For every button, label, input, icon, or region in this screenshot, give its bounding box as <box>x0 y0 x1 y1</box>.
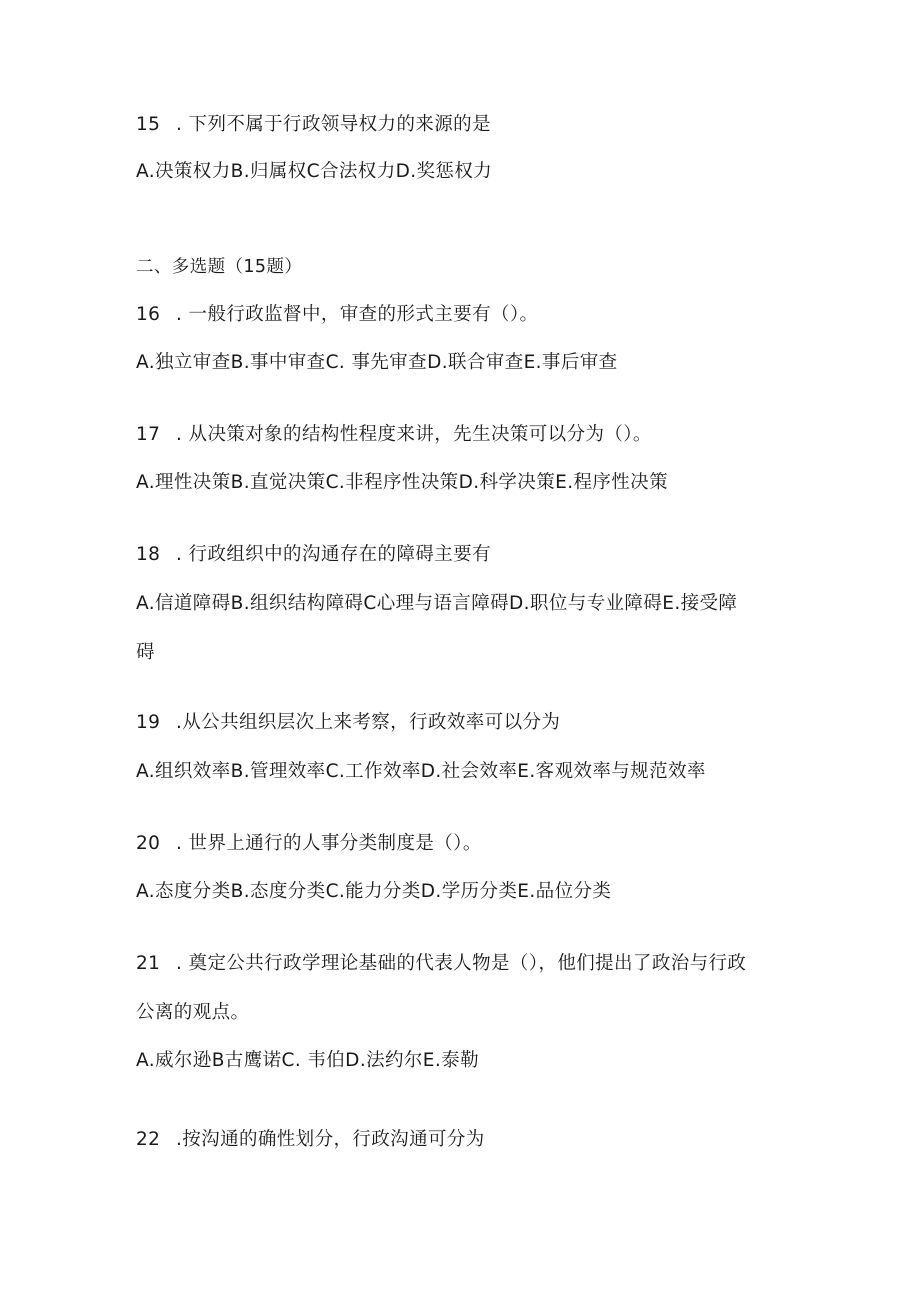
question-text: . 世界上通行的人事分类制度是（）。 <box>176 833 482 854</box>
question-text: .从公共组织层次上来考察，行政效率可以分为 <box>176 712 561 733</box>
question-17-options: A.理性决策B.直觉决策C.非程序性决策D.科学决策E.程序性决策 <box>136 472 668 493</box>
question-18-options: A.信道障碍B.组织结构障碍C心理与语言障碍D.职位与专业障碍E.接受障 <box>136 593 738 614</box>
question-16 <box>136 303 538 327</box>
question-19-options: A.组织效率B.管理效率C.工作效率D.社会效率E.客观效率与规范效率 <box>136 761 706 782</box>
question-number: 21 <box>136 953 161 974</box>
question-number: 19 <box>136 712 161 733</box>
question-text: . 下列不属于行政领导权力的来源的是 <box>176 114 491 135</box>
question-number: 18 <box>136 544 161 565</box>
question-number: 17 <box>136 424 161 445</box>
question-number: 20 <box>136 833 161 854</box>
question-text: . 从决策对象的结构性程度来讲，先生决策可以分为（）。 <box>176 424 652 445</box>
question-text: . 行政组织中的沟通存在的障碍主要有 <box>176 544 491 565</box>
question-text: .按沟通的确性划分，行政沟通可分为 <box>176 1129 485 1150</box>
question-text: . 一般行政监督中，审查的形式主要有（）。 <box>176 304 539 325</box>
question-number: 15 <box>136 114 161 135</box>
question-20 <box>136 832 482 856</box>
question-18 <box>136 543 491 567</box>
question-17 <box>136 423 652 447</box>
question-15-options: A.决策权力B.归属权C合法权力D.奖惩权力 <box>136 161 493 182</box>
question-text: . 奠定公共行政学理论基础的代表人物是（），他们提出了政治与行政 <box>176 953 747 974</box>
question-number: 16 <box>136 304 161 325</box>
question-16-options: A.独立审查B.事中审查C. 事先审查D.联合审查E.事后审查 <box>136 352 618 373</box>
question-18-options-continued: 碍 <box>136 642 155 663</box>
question-21-options: A.威尔逊B古鹰诺C. 韦伯D.法约尔E.泰勒 <box>136 1050 479 1071</box>
question-19 <box>136 711 560 735</box>
section-heading: 二、多选题（15题） <box>136 257 303 277</box>
question-22 <box>136 1128 485 1152</box>
question-number: 22 <box>136 1129 161 1150</box>
question-21-text-continued: 公离的观点。 <box>136 1002 250 1023</box>
question-21 <box>136 952 746 976</box>
question-20-options: A.态度分类B.态度分类C.能力分类D.学历分类E.品位分类 <box>136 881 612 902</box>
question-15 <box>136 113 491 137</box>
